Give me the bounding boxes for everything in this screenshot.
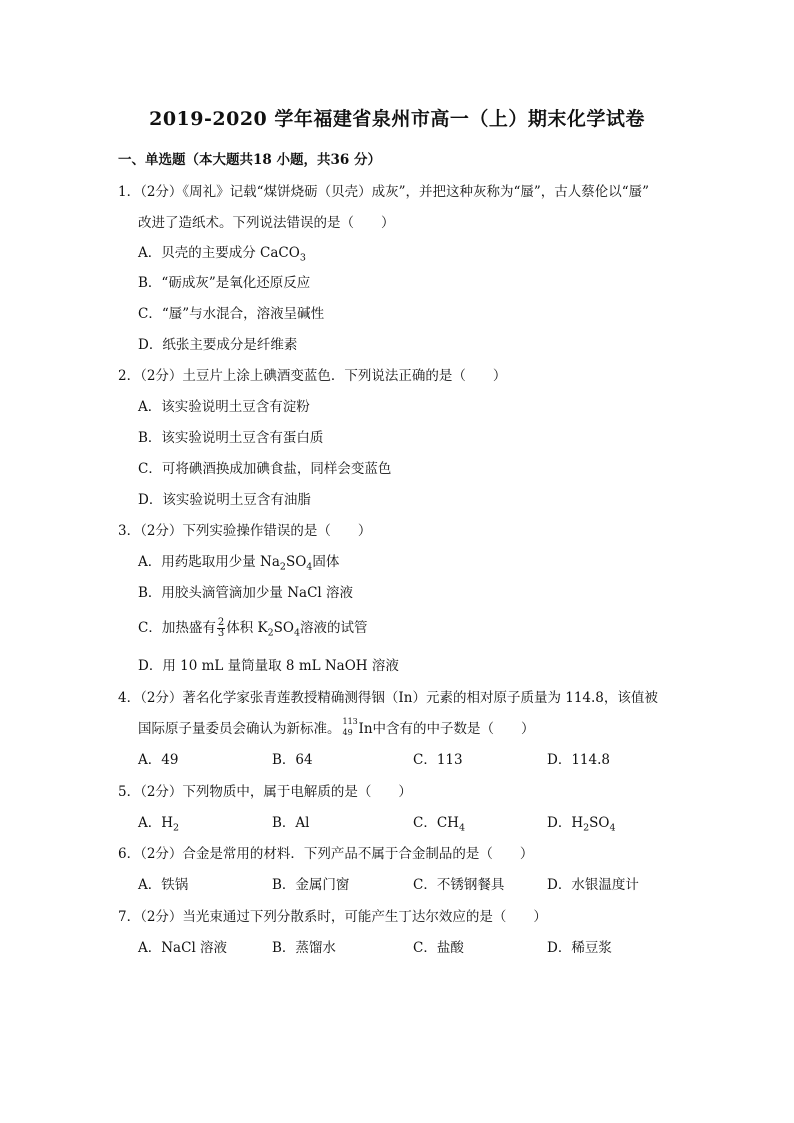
question-5-option-a: A．$H_2$	[138, 815, 180, 834]
question-3-option-b: B．用胶头滴管滴加少量 NaCl 溶液	[138, 585, 354, 601]
section-heading: 一、单选题（本大题共18 小题，共36 分）	[118, 152, 381, 168]
question-4-stem: 4．（2分）著名化学家张青莲教授精确测得铟（In）元素的相对原子质量为 114.8，该值被	[118, 690, 658, 706]
question-7-option-a: A．NaCl 溶液	[138, 940, 228, 956]
fraction-two-thirds: $\frac{2}{3}$	[217, 617, 225, 639]
question-3-option-a: A．用药匙取用少量 $Na_2SO_4$固体	[138, 554, 340, 573]
question-5-option-d: D．$H_2SO_4$	[547, 815, 616, 834]
question-2-option-d: D．该实验说明土豆含有油脂	[138, 492, 311, 508]
question-6-option-b: B．金属门窗	[272, 877, 350, 893]
question-5-option-c: C．$CH_4$	[413, 815, 465, 834]
question-7-option-c: C．盐酸	[413, 940, 464, 956]
question-3-option-d: D．用 10 mL 量筒量取 8 mL NaOH 溶液	[138, 658, 399, 674]
question-1-option-b: B．“砺成灰”是氧化还原反应	[138, 275, 311, 291]
question-6-option-d: D．水银温度计	[547, 877, 639, 893]
question-5-stem: 5．（2分）下列物质中，属于电解质的是（ ）	[118, 784, 412, 800]
question-6-option-a: A．铁锅	[138, 877, 189, 893]
question-3-stem: 3．（2分）下列实验操作错误的是（ ）	[118, 523, 372, 539]
question-1-stem-cont: 改进了造纸术。下列说法错误的是（ ）	[138, 215, 395, 231]
exam-title: 2019-2020 学年福建省泉州市高一（上）期末化学试卷	[149, 108, 645, 130]
question-4-option-b: B．64	[272, 752, 313, 768]
question-2-stem: 2．（2分）土豆片上涂上碘酒变蓝色．下列说法正确的是（ ）	[118, 368, 507, 384]
question-4-option-d: D．114.8	[547, 752, 610, 768]
question-4-stem-cont: 国际原子量委员会确认为新标准。 113 49 In中含有的中子数是（ ）	[138, 717, 535, 737]
question-2-option-c: C．可将碘酒换成加碘食盐，同样会变蓝色	[138, 461, 392, 477]
question-1-stem: 1．（2分）《周礼》记载“煤饼烧砺（贝壳）成灰”，并把这种灰称为“蜃”，古人蔡伦以“蜃”	[118, 184, 650, 200]
question-1-option-d: D．纸张主要成分是纤维素	[138, 337, 298, 353]
question-4-option-c: C．113	[413, 752, 463, 768]
question-2-option-a: A．该实验说明土豆含有淀粉	[138, 399, 310, 415]
question-6-stem: 6．（2分）合金是常用的材料．下列产品不属于合金制品的是（ ）	[118, 846, 534, 862]
question-6-option-c: C．不锈钢餐具	[413, 877, 505, 893]
question-4-option-a: A．49	[138, 752, 179, 768]
question-5-option-b: B．Al	[272, 815, 310, 831]
question-7-option-d: D．稀豆浆	[547, 940, 612, 956]
indium-nuclide: 113 49	[342, 717, 358, 737]
question-7-stem: 7．（2分）当光束通过下列分散系时，可能产生丁达尔效应的是（ ）	[118, 909, 547, 925]
question-7-option-b: B．蒸馏水	[272, 940, 336, 956]
question-1-option-c: C．“蜃”与水混合，溶液呈碱性	[138, 306, 325, 322]
question-1-option-a: A．贝壳的主要成分 CaCO$_3$	[138, 245, 306, 264]
question-2-option-b: B．该实验说明土豆含有蛋白质	[138, 430, 324, 446]
question-3-option-c: C．加热盛有 $\frac{2}{3}$ 体积 $K_2SO_4$溶液的试管	[138, 617, 368, 639]
